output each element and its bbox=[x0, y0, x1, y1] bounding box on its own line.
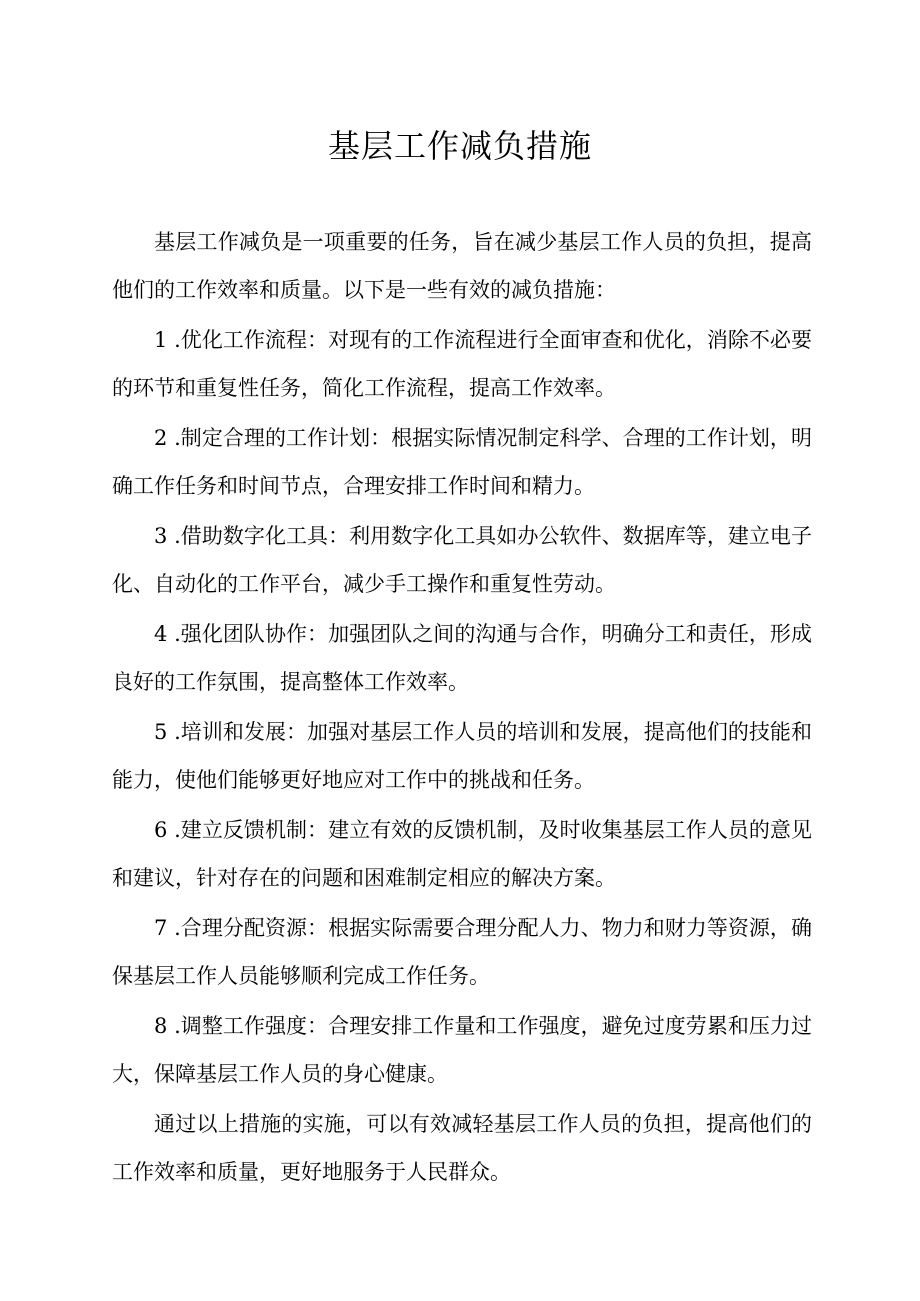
list-item bbox=[112, 414, 812, 510]
list-item bbox=[112, 708, 812, 804]
item-number: 6 bbox=[154, 818, 168, 842]
item-number: 5 bbox=[154, 720, 168, 744]
list-item bbox=[112, 904, 812, 1000]
list-item bbox=[112, 512, 812, 608]
intro-paragraph: 基层工作减负是一项重要的任务，旨在减少基层工作人员的负担，提高他们的工作效率和质量。以下是一些有效的减负措施： bbox=[112, 230, 812, 302]
item-number: 1 bbox=[154, 328, 168, 352]
item-text: .强化团队协作：加强团队之间的沟通与合作，明确分工和责任，形成良好的工作氛围，提高整体工作效率。 bbox=[112, 622, 812, 694]
list-item bbox=[112, 610, 812, 706]
item-text: .培训和发展：加强对基层工作人员的培训和发展，提高他们的技能和能力，使他们能够更好地应对工作中的挑战和任务。 bbox=[112, 720, 812, 792]
list-item bbox=[112, 316, 812, 412]
list-item bbox=[112, 806, 812, 902]
document-body bbox=[112, 218, 812, 1196]
item-text: .建立反馈机制：建立有效的反馈机制，及时收集基层工作人员的意见和建议，针对存在的问题和困难制定相应的解决方案。 bbox=[112, 818, 812, 890]
item-text: .合理分配资源：根据实际需要合理分配人力、物力和财力等资源，确保基层工作人员能够顺利完成工作任务。 bbox=[112, 916, 812, 988]
item-text: .优化工作流程：对现有的工作流程进行全面审查和优化，消除不必要的环节和重复性任务，简化工作流程，提高工作效率。 bbox=[112, 328, 812, 400]
item-number: 2 bbox=[154, 426, 168, 450]
item-number: 8 bbox=[154, 1014, 168, 1038]
item-text: .调整工作强度：合理安排工作量和工作强度，避免过度劳累和压力过大，保障基层工作人员的身心健康。 bbox=[112, 1014, 812, 1086]
item-number: 7 bbox=[154, 916, 168, 940]
item-text: .借助数字化工具：利用数字化工具如办公软件、数据库等，建立电子化、自动化的工作平台，减少手工操作和重复性劳动。 bbox=[112, 524, 812, 596]
document-title: 基层工作减负措施 bbox=[327, 127, 592, 165]
item-number: 4 bbox=[154, 622, 168, 646]
closing-paragraph: 通过以上措施的实施，可以有效减轻基层工作人员的负担，提高他们的工作效率和质量，更好地服务于人民群众。 bbox=[112, 1112, 812, 1184]
item-number: 3 bbox=[154, 524, 168, 548]
item-text: .制定合理的工作计划：根据实际情况制定科学、合理的工作计划，明确工作任务和时间节点，合理安排工作时间和精力。 bbox=[112, 426, 812, 498]
list-item bbox=[112, 1002, 812, 1098]
